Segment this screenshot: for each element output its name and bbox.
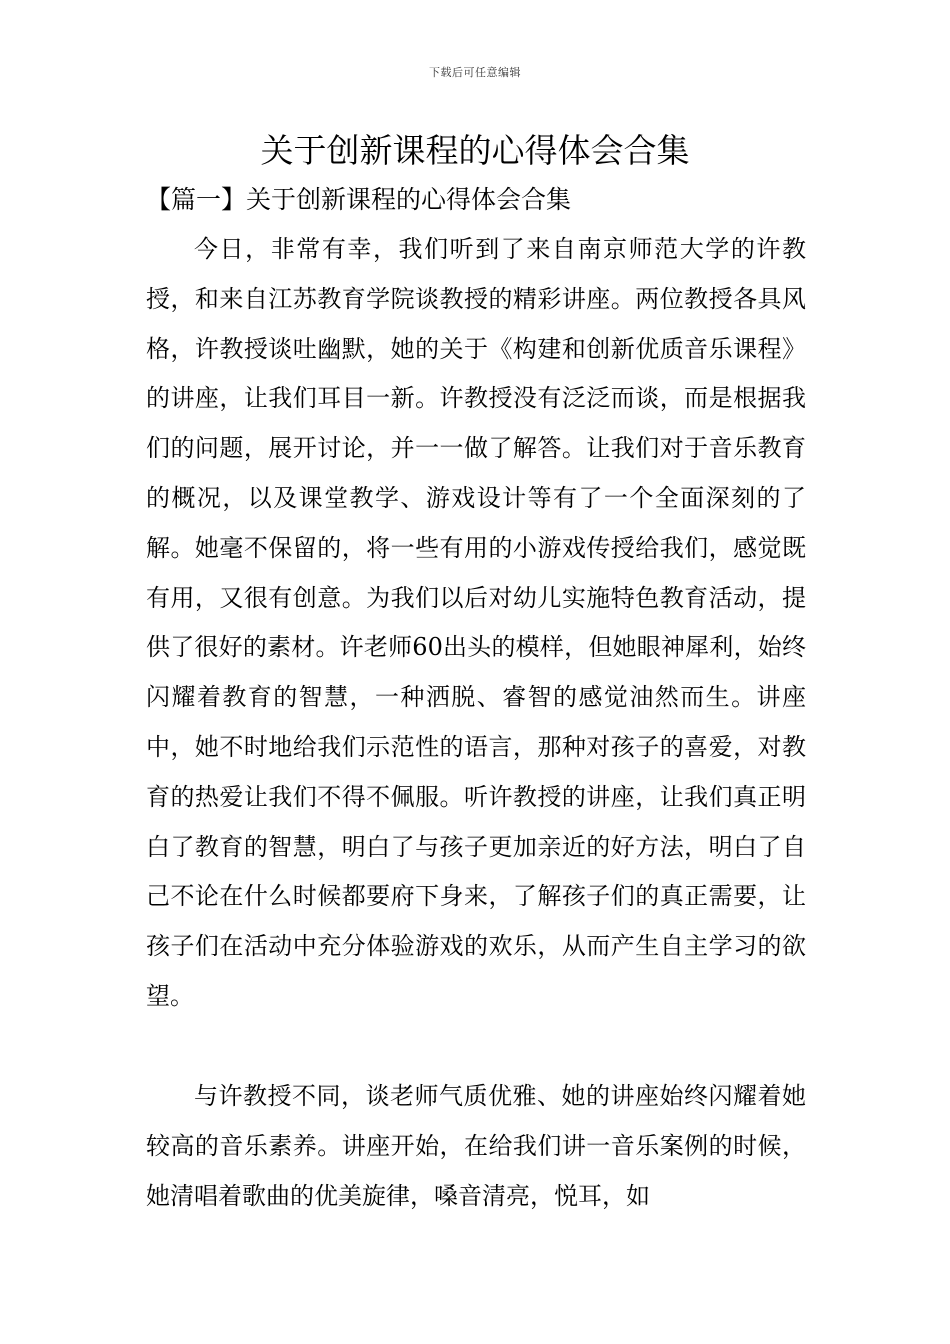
document-title: 关于创新课程的心得体会合集 [260, 131, 690, 170]
body-paragraph: 今日，非常有幸，我们听到了来自南京师范大学的许教授，和来自江苏教育学院谈教授的精彩讲座。两位教授各具风格，许教授谈吐幽默，她的关于《构建和创新优质音乐课程》的讲座，让我们耳目一新。许教授没有泛泛而谈，而是根据我们的问题，展开讨论，并一一做了解答。让我们对于音乐教育的概况，以及课堂教学、游戏设计等有了一个全面深刻的了解。她毫不保留的，将一些有用的小游戏传授给我们，感觉既有用，又很有创意。为我们以后对幼儿实施特色教育活动，提供了很好的素材。许老师60出头的模样，但她眼神犀利，始终闪耀着教育的智慧，一种洒脱、睿智的感觉油然而生。讲座中，她不时地给我们示范性的语言，那种对孩子的喜爱，对教育的热爱让我们不得不佩服。听许教授的讲座，让我们真正明白了教育的智慧，明白了与孩子更加亲近的好方法，明白了自己不论在什么时候都要府下身来，了解孩子们的真正需要，让孩子们在活动中充分体验游戏的欢乐，从而产生自主学习的欲望。 [146, 235, 806, 1010]
section-heading: 【篇一】关于创新课程的心得体会合集 [146, 185, 572, 214]
body-paragraph: 与许教授不同，谈老师气质优雅、她的讲座始终闪耀着她较高的音乐素养。讲座开始，在给我们讲一音乐案例的时候，她清唱着歌曲的优美旋律，嗓音清亮，悦耳，如 [146, 1082, 806, 1210]
header-note: 下载后可任意编辑 [429, 66, 521, 79]
